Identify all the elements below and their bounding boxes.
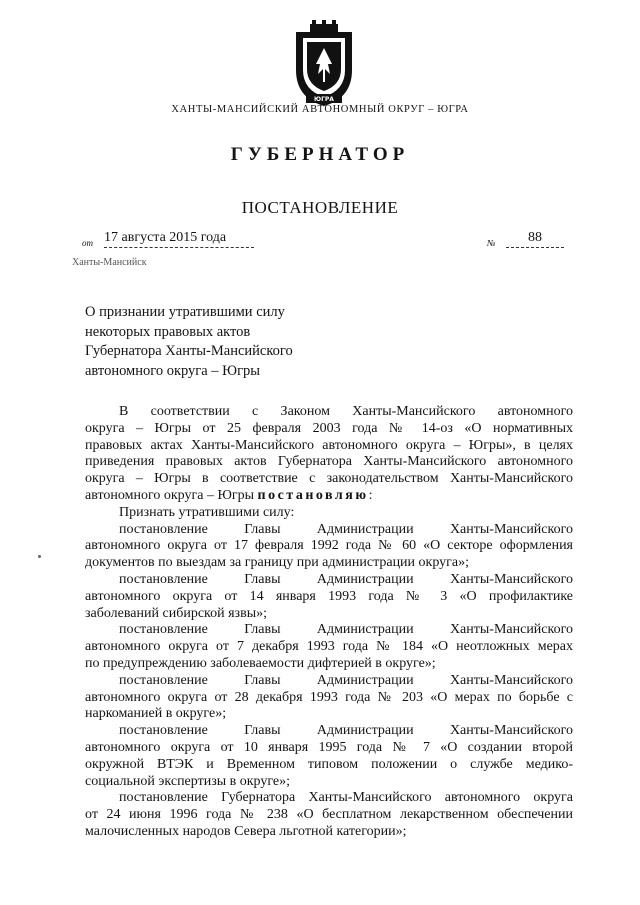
act-line: наркоманией в округе»; <box>85 706 227 722</box>
subject-line: Губернатора Ханты-Мансийского <box>85 343 293 359</box>
body-line: округа – Югры от 25 февраля 2003 года № 14-оз «О нормативных <box>85 420 573 436</box>
act-line: автономного округа от 10 января 1995 года № 7 «О создании второй <box>85 739 573 755</box>
act-line: постановление Главы Администрации Ханты-Мансийского <box>119 672 573 688</box>
emblem-crown-icon <box>310 20 338 32</box>
governor-title: ГУБЕРНАТОР <box>230 144 410 165</box>
body-line: приведения правовых актов Губернатора Ханты-Мансийского автономного <box>85 454 573 470</box>
body-line: В соответствии с Законом Ханты-Мансийского автономного <box>119 404 573 419</box>
act-line: постановление Главы Администрации Ханты-Мансийского <box>119 521 573 537</box>
act-line: постановление Главы Администрации Ханты-Мансийского <box>119 622 573 638</box>
act-line: автономного округа от 7 декабря 1993 года № 184 «О неотложных мерах <box>85 639 573 655</box>
document-date: 17 августа 2015 года <box>104 230 254 248</box>
intro-last: автономного округа – Югры <box>85 487 254 503</box>
document-number: 88 <box>506 230 564 248</box>
emblem-ribbon-text: ЮГРА <box>314 96 334 103</box>
subject-line: О признании утратившими силу <box>85 304 285 320</box>
act-line: постановление Губернатора Ханты-Мансийского автономного округа <box>119 790 573 806</box>
coat-of-arms-emblem <box>290 20 358 108</box>
decree-word: постановляю <box>257 487 369 503</box>
act-line: автономного округа от 14 января 1993 года № 3 «О профилактике <box>85 588 573 604</box>
decree-colon: : <box>368 487 373 503</box>
act-line: от 24 июня 1996 года № 238 «О бесплатном лекарственном обеспечении <box>85 807 573 823</box>
act-line: окружной ВТЭК и Временном типовом положении о службе медико- <box>85 756 573 772</box>
subject-line: автономного округа – Югры <box>85 362 261 379</box>
city-name: Ханты-Мансийск <box>72 257 147 268</box>
act-line: автономного округа от 17 февраля 1992 года № 60 «О секторе оформления <box>85 538 573 554</box>
act-line: автономного округа от 28 декабря 1993 года № 203 «О мерах по борьбе с <box>85 689 573 705</box>
act-line: заболеваний сибирской язвы»; <box>85 605 267 621</box>
document-body <box>85 404 573 841</box>
document-subject <box>85 303 345 381</box>
act-line: постановление Главы Администрации Ханты-Мансийского <box>119 723 573 739</box>
date-prefix: от <box>82 238 93 248</box>
body-line: округа – Югры в соответствие с законодательством Ханты-Мансийского <box>85 471 573 487</box>
act-line: малочисленных народов Севера льготной категории»; <box>85 823 407 839</box>
act-line: социальной экспертизы в округе»; <box>85 773 291 789</box>
document-type: ПОСТАНОВЛЕНИЕ <box>241 198 399 217</box>
act-line: по предупреждению заболеваемости дифтерией в округе»; <box>85 655 436 671</box>
body-line: правовых актах Ханты-Мансийского автономного округа – Югры», в целях <box>85 437 573 453</box>
number-prefix: № <box>487 238 496 248</box>
margin-dot <box>38 555 41 558</box>
subject-line: некоторых правовых актов <box>85 323 251 340</box>
act-line: документов по выездам за границу при администрации округа»; <box>85 555 470 571</box>
region-title: ХАНТЫ-МАНСИЙСКИЙ АВТОНОМНЫЙ ОКРУГ – ЮГРА <box>171 104 469 115</box>
item-heading: Признать утратившими силу: <box>119 504 295 520</box>
body-line <box>85 488 573 505</box>
act-line: постановление Главы Администрации Ханты-Мансийского <box>119 571 573 587</box>
